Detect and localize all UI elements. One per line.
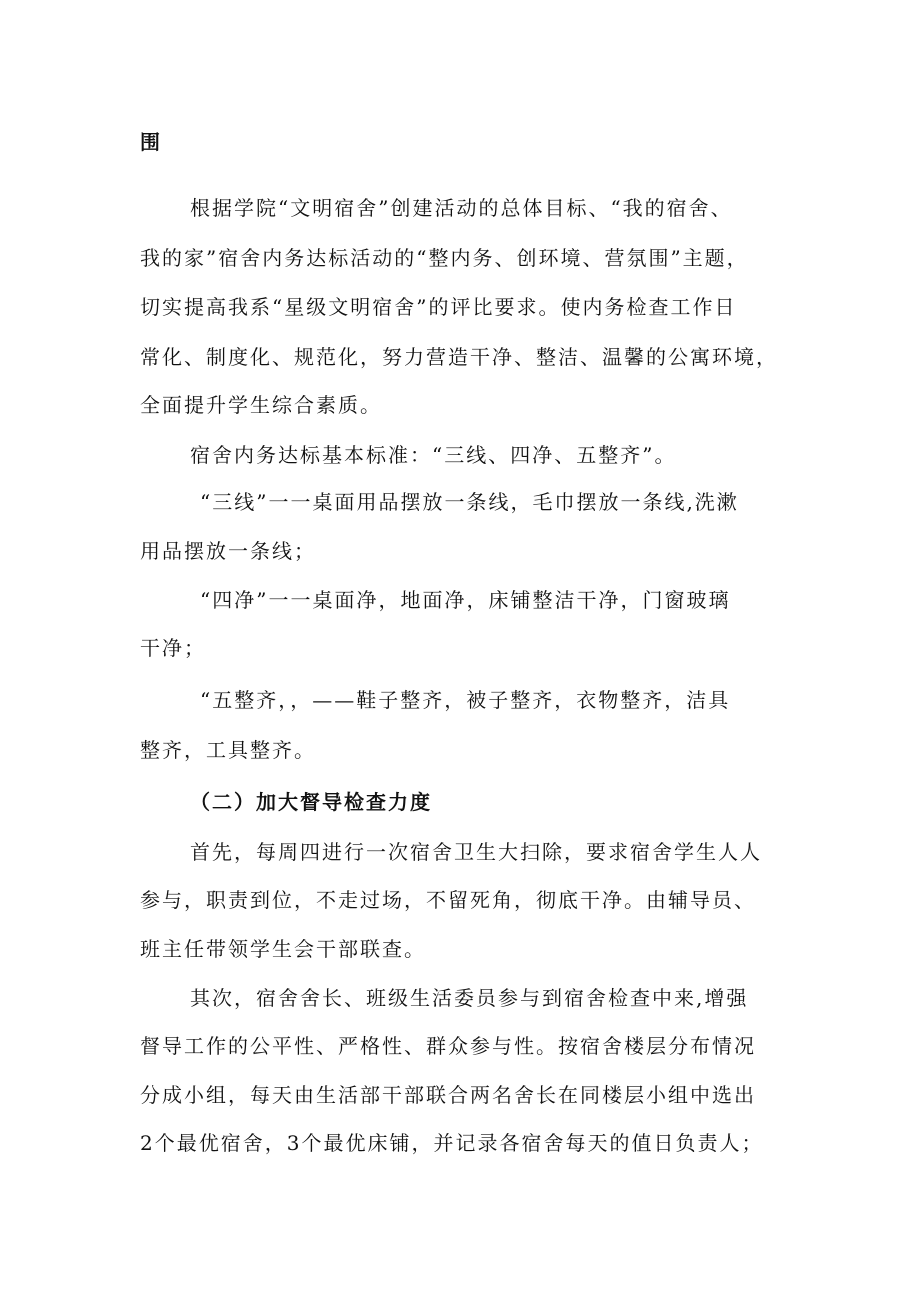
paragraph-1-line-2: 我的家”宿舍内务达标活动的“整内务、创环境、营氛围”主题， <box>140 246 749 270</box>
three-lines-item-line-1: “三线”一一桌面用品摆放一条线，毛巾摆放一条线,洗漱 <box>200 490 739 514</box>
paragraph-2-line-3: 班主任带领学生会干部联查。 <box>140 937 426 961</box>
section-heading: （二）加大督导检查力度 <box>190 790 432 814</box>
paragraph-3-line-4: 2个最优宿舍，3个最优床铺，并记录各宿舍每天的值日负责人； <box>140 1131 764 1155</box>
paragraph-3-line-2: 督导工作的公平性、严格性、群众参与性。按宿舍楼层分布情况 <box>140 1034 756 1058</box>
paragraph-1-line-5: 全面提升学生综合素质。 <box>140 393 382 417</box>
continued-word: 围 <box>140 130 162 154</box>
paragraph-1-line-4: 常化、制度化、规范化，努力营造干净、整洁、温馨的公寓环境， <box>140 345 778 369</box>
standards-summary: 宿舍内务达标基本标准：“三线、四净、五整齐”。 <box>190 443 677 467</box>
five-tidy-item-line-1: “五整齐，，——鞋子整齐，被子整齐，衣物整齐，洁具 <box>200 688 731 712</box>
five-tidy-item-line-2: 整齐，工具整齐。 <box>140 738 316 762</box>
paragraph-1-line-1: 根据学院“文明宿舍”创建活动的总体目标、“我的宿舍、 <box>190 196 733 220</box>
paragraph-2-line-2: 参与，职责到位，不走过场，不留死角，彻底干净。由辅导员、 <box>140 888 756 912</box>
three-lines-item-line-2: 用品摆放一条线； <box>140 539 316 563</box>
paragraph-2-line-1: 首先，每周四进行一次宿舍卫生大扫除，要求宿舍学生人人 <box>190 840 762 864</box>
four-clean-item-line-1: “四净”一一桌面净，地面净，床铺整洁干净，门窗玻璃 <box>200 588 731 612</box>
paragraph-3-line-1: 其次，宿舍舍长、班级生活委员参与到宿舍检查中来,增强 <box>190 986 749 1010</box>
paragraph-3-line-3: 分成小组，每天由生活部干部联合两名舍长在同楼层小组中选出 <box>140 1083 756 1107</box>
four-clean-item-line-2: 干净； <box>140 636 206 660</box>
paragraph-1-line-3: 切实提高我系“星级文明宿舍”的评比要求。使内务检查工作日 <box>140 295 737 319</box>
